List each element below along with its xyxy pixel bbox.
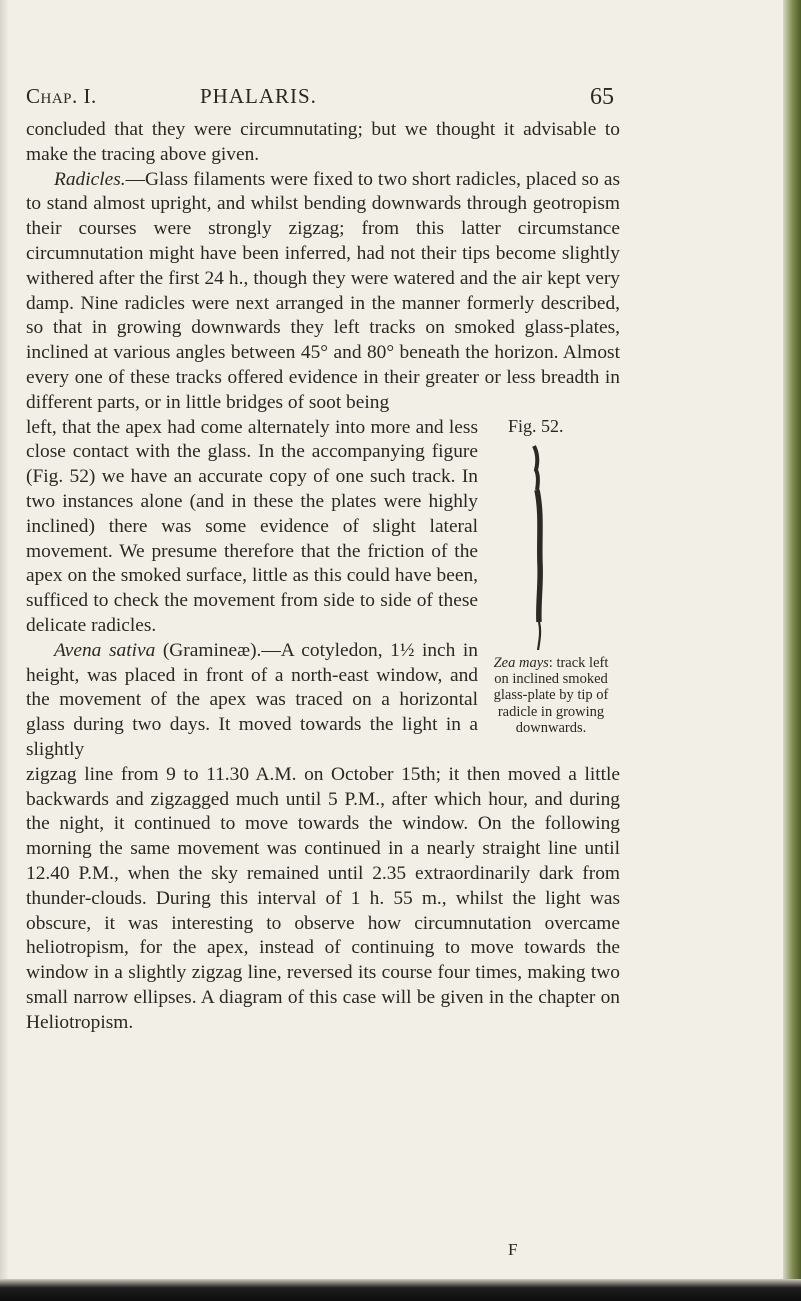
- figure-caption: [486, 655, 616, 736]
- page-edge-left: [0, 0, 8, 1301]
- radicles-heading: Radicles.: [54, 168, 126, 190]
- paragraph-3-narrow: [26, 639, 478, 763]
- paragraph-2-narrow: left, that the apex had come alternately into more and less close contact with the glass. In the accompanying figure (Fig. 52) we have an accurate copy of one such track. In two instances alone (and in these the plates were highly inclined) there was some evidence of slight lateral movement. We presume therefore that the friction of the apex on the smoked surface, little as this could have been, sufficed to check the movement from side to side of these delicate radicles.: [26, 416, 478, 636]
- paragraph-2-text: —Glass filaments were fixed to two short radicles, placed so as to stand almost upright, and whilst bending downwards through geotropism their courses were strongly zigzag; from this latter circumstance circumnutation might have been inferred, had not their tips become slightly withered after the first 24 h., though they were watered and the air kept very damp. Nine radicles were next arranged in the manner formerly described, so that in growing downwards they left tracks on smoked glass-plates, inclined at various angles between 45° and 80° beneath the horizon. Almost every one of these tracks offered evidence in their greater or less breadth in different parts, or in little bridges of soot being: [26, 168, 620, 413]
- signature-mark: F: [508, 1240, 518, 1259]
- chapter-label: Chap. I.: [26, 84, 97, 108]
- figure-label: Fig. 52.: [508, 416, 564, 436]
- track-tip: [534, 446, 538, 490]
- page-edge-right: [783, 0, 801, 1301]
- radicle-track-illustration: [516, 444, 566, 654]
- track-body: [537, 490, 540, 622]
- caption-species: Zea mays: [493, 655, 549, 671]
- figure-52: [486, 410, 616, 750]
- paragraph-1: concluded that they were circumnutating; but we thought it advisable to make the tracing above given.: [26, 119, 620, 165]
- avena-heading: Avena sativa: [54, 639, 156, 661]
- page-number: 65: [590, 84, 614, 110]
- paragraph-3-narrow-text: (Gramineæ).—A cotyledon, 1½ inch in height, was placed in front of a north-east window, and the movement of the apex was traced on a horizontal glass during two days. It moved towards the light in a slightly: [26, 639, 478, 760]
- bottom-scan-edge: [0, 1279, 801, 1301]
- running-title: PHALARIS.: [200, 84, 317, 108]
- running-header: [26, 84, 626, 114]
- paragraph-2: [26, 168, 620, 416]
- paragraph-3-full: zigzag line from 9 to 11.30 A.M. on October 15th; it then moved a little backwards and zigzagged much until 5 P.M., after which hour, and during the night, it continued to move towards the window. On the following morning the same movement was continued in a nearly straight line until 12.40 P.M., when the sky remained until 2.35 extraordinarily dark from thunder-clouds. During this interval of 1 h. 55 m., whilst the light was obscure, it was interesting to observe how circumnutation overcame heliotropism, for the apex, instead of continuing to move towards the window in a slightly zigzag line, reversed its course four times, making two small narrow ellipses. A diagram of this case will be given in the chapter on Heliotropism.: [26, 763, 620, 1033]
- caption-text: : track left on inclined smoked glass-plate by tip of radicle in growing downwards.: [493, 655, 609, 736]
- track-tail: [538, 622, 540, 650]
